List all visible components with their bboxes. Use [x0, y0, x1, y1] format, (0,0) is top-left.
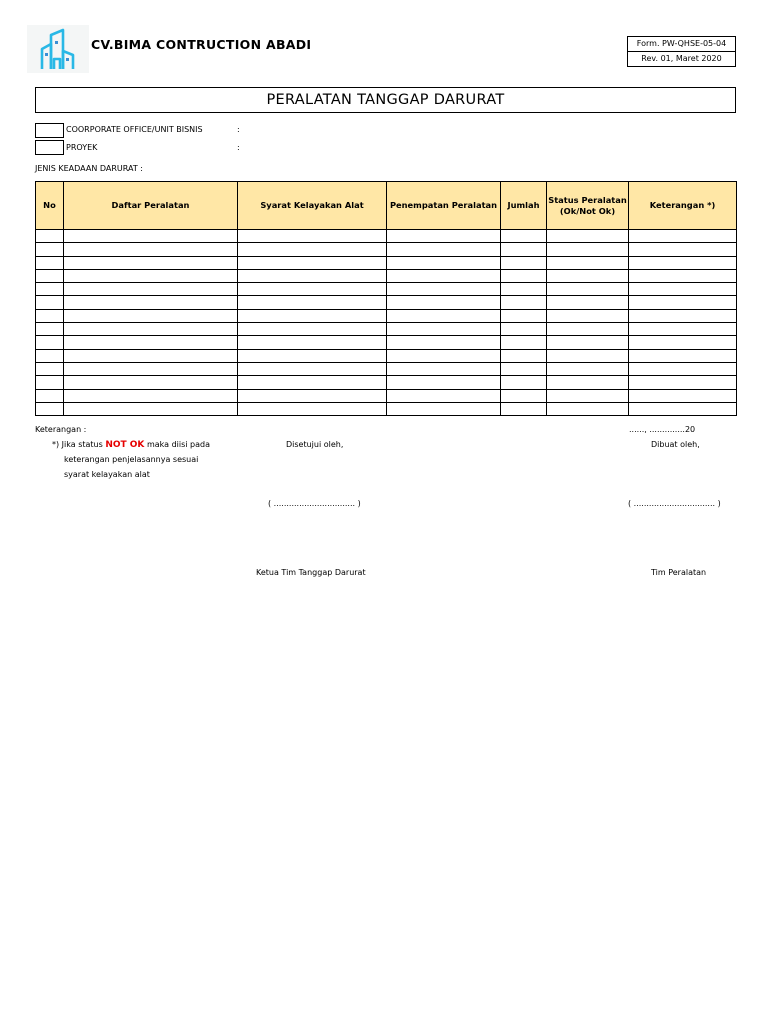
table-cell[interactable]: [36, 269, 64, 282]
table-cell[interactable]: [501, 376, 547, 389]
table-row: [36, 283, 737, 296]
table-cell[interactable]: [36, 323, 64, 336]
table-cell[interactable]: [238, 323, 387, 336]
date-line: ......, ..............20: [629, 425, 696, 434]
table-cell[interactable]: [238, 336, 387, 349]
table-cell[interactable]: [238, 402, 387, 415]
table-cell[interactable]: [36, 256, 64, 269]
asterisk-mark: *): [52, 440, 60, 449]
notes-line-1: [52, 440, 210, 450]
table-cell[interactable]: [629, 362, 737, 375]
table-cell[interactable]: [64, 336, 238, 349]
table-row: [36, 349, 737, 362]
table-cell[interactable]: [501, 323, 547, 336]
table-cell[interactable]: [547, 389, 629, 402]
table-cell[interactable]: [36, 376, 64, 389]
table-cell[interactable]: [501, 309, 547, 322]
table-cell[interactable]: [64, 402, 238, 415]
table-cell[interactable]: [387, 309, 501, 322]
table-cell[interactable]: [547, 362, 629, 375]
table-cell[interactable]: [387, 230, 501, 243]
table-row: [36, 230, 737, 243]
company-logo: [27, 25, 89, 73]
table-cell[interactable]: [36, 349, 64, 362]
table-cell[interactable]: [547, 269, 629, 282]
table-row: [36, 336, 737, 349]
table-row: [36, 402, 737, 415]
table-cell[interactable]: [547, 402, 629, 415]
table-row: [36, 323, 737, 336]
table-cell[interactable]: [36, 362, 64, 375]
project-checkbox[interactable]: [35, 140, 64, 155]
table-cell[interactable]: [629, 243, 737, 256]
table-cell[interactable]: [629, 283, 737, 296]
notes-text-pre: Jika status: [61, 440, 103, 449]
made-by-label: Dibuat oleh,: [651, 440, 700, 449]
table-cell[interactable]: [629, 349, 737, 362]
table-cell[interactable]: [501, 336, 547, 349]
table-cell[interactable]: [238, 362, 387, 375]
equipment-table: [35, 181, 737, 416]
table-cell[interactable]: [238, 296, 387, 309]
table-cell[interactable]: [238, 283, 387, 296]
table-cell[interactable]: [387, 323, 501, 336]
table-cell[interactable]: [501, 349, 547, 362]
table-cell[interactable]: [387, 243, 501, 256]
col-no: No: [36, 182, 64, 230]
table-header-row: [36, 182, 737, 230]
signature-blank-right: ( ................................ ): [628, 499, 721, 508]
notes-label: Keterangan :: [35, 425, 87, 434]
table-row: [36, 296, 737, 309]
table-cell[interactable]: [387, 349, 501, 362]
table-cell[interactable]: [629, 230, 737, 243]
col-quantity: Jumlah: [501, 182, 547, 230]
table-cell[interactable]: [387, 296, 501, 309]
col-status: Status Peralatan (Ok/Not Ok): [547, 182, 629, 230]
table-cell[interactable]: [64, 362, 238, 375]
table-cell[interactable]: [36, 243, 64, 256]
col-equipment-list: Daftar Peralatan: [64, 182, 238, 230]
table-row: [36, 362, 737, 375]
table-cell[interactable]: [547, 283, 629, 296]
role-left: Ketua Tim Tanggap Darurat: [256, 568, 366, 577]
emergency-type-label: JENIS KEADAAN DARURAT :: [35, 164, 143, 173]
approved-by-label: Disetujui oleh,: [286, 440, 344, 449]
table-cell[interactable]: [629, 269, 737, 282]
table-cell[interactable]: [238, 309, 387, 322]
table-row: [36, 256, 737, 269]
table-cell[interactable]: [501, 269, 547, 282]
table-cell[interactable]: [238, 349, 387, 362]
table-row: [36, 243, 737, 256]
table-cell[interactable]: [501, 283, 547, 296]
table-cell[interactable]: [387, 283, 501, 296]
table-cell[interactable]: [238, 376, 387, 389]
table-cell[interactable]: [387, 269, 501, 282]
table-cell[interactable]: [501, 296, 547, 309]
table-cell[interactable]: [238, 230, 387, 243]
table-cell[interactable]: [501, 243, 547, 256]
table-cell[interactable]: [501, 402, 547, 415]
table-cell[interactable]: [501, 389, 547, 402]
table-cell[interactable]: [64, 349, 238, 362]
table-cell[interactable]: [629, 336, 737, 349]
table-cell[interactable]: [387, 336, 501, 349]
table-cell[interactable]: [501, 230, 547, 243]
project-colon: :: [237, 143, 240, 152]
table-cell[interactable]: [629, 389, 737, 402]
table-cell[interactable]: [629, 309, 737, 322]
table-cell[interactable]: [629, 296, 737, 309]
table-cell[interactable]: [36, 283, 64, 296]
table-cell[interactable]: [387, 402, 501, 415]
col-requirements: Syarat Kelayakan Alat: [238, 182, 387, 230]
table-row: [36, 309, 737, 322]
table-cell[interactable]: [36, 336, 64, 349]
table-cell[interactable]: [547, 309, 629, 322]
notes-line-2: keterangan penjelasannya sesuai: [64, 455, 199, 464]
table-cell[interactable]: [547, 230, 629, 243]
table-cell[interactable]: [36, 309, 64, 322]
table-cell[interactable]: [547, 349, 629, 362]
document-title: PERALATAN TANGGAP DARURAT: [35, 87, 736, 113]
table-cell[interactable]: [387, 256, 501, 269]
table-cell[interactable]: [547, 256, 629, 269]
table-cell[interactable]: [64, 296, 238, 309]
table-cell[interactable]: [629, 376, 737, 389]
table-cell[interactable]: [387, 389, 501, 402]
table-cell[interactable]: [501, 362, 547, 375]
table-row: [36, 269, 737, 282]
table-cell[interactable]: [387, 376, 501, 389]
building-logo-icon: [27, 25, 89, 73]
table-cell[interactable]: [64, 376, 238, 389]
table-cell[interactable]: [64, 269, 238, 282]
form-code: Form. PW-QHSE-05-04: [636, 39, 727, 48]
revision-info: Rev. 01, Maret 2020: [628, 51, 735, 66]
table-cell[interactable]: [547, 323, 629, 336]
table-cell[interactable]: [238, 269, 387, 282]
table-cell[interactable]: [238, 389, 387, 402]
table-cell[interactable]: [36, 296, 64, 309]
col-remarks: Keterangan *): [629, 182, 737, 230]
table-cell[interactable]: [64, 389, 238, 402]
table-cell[interactable]: [629, 402, 737, 415]
office-colon: :: [237, 125, 240, 134]
table-cell[interactable]: [629, 256, 737, 269]
table-cell[interactable]: [64, 283, 238, 296]
table-cell[interactable]: [387, 362, 501, 375]
role-right: Tim Peralatan: [651, 568, 707, 577]
table-row: [36, 389, 737, 402]
table-cell[interactable]: [64, 309, 238, 322]
notes-text-post: maka diisi pada: [146, 440, 211, 449]
table-cell[interactable]: [64, 323, 238, 336]
office-checkbox[interactable]: [35, 123, 64, 138]
form-info-box: [627, 36, 736, 67]
notes-line-3: syarat kelayakan alat: [64, 470, 150, 479]
table-cell[interactable]: [547, 243, 629, 256]
table-cell[interactable]: [36, 402, 64, 415]
table-cell[interactable]: [547, 296, 629, 309]
table-cell[interactable]: [547, 336, 629, 349]
table-cell[interactable]: [64, 256, 238, 269]
table-cell[interactable]: [547, 376, 629, 389]
table-cell[interactable]: [238, 243, 387, 256]
table-row: [36, 376, 737, 389]
table-cell[interactable]: [501, 256, 547, 269]
col-placement: Penempatan Peralatan: [387, 182, 501, 230]
not-ok-label: NOT OK: [105, 440, 145, 450]
office-label: COORPORATE OFFICE/UNIT BISNIS: [66, 125, 203, 134]
table-cell[interactable]: [238, 256, 387, 269]
table-cell[interactable]: [36, 230, 64, 243]
project-label: PROYEK: [66, 143, 98, 152]
table-cell[interactable]: [64, 243, 238, 256]
company-name: CV.BIMA CONTRUCTION ABADI: [91, 37, 312, 52]
table-cell[interactable]: [36, 389, 64, 402]
signature-blank-left: ( ................................ ): [268, 499, 361, 508]
table-cell[interactable]: [629, 323, 737, 336]
table-cell[interactable]: [64, 230, 238, 243]
